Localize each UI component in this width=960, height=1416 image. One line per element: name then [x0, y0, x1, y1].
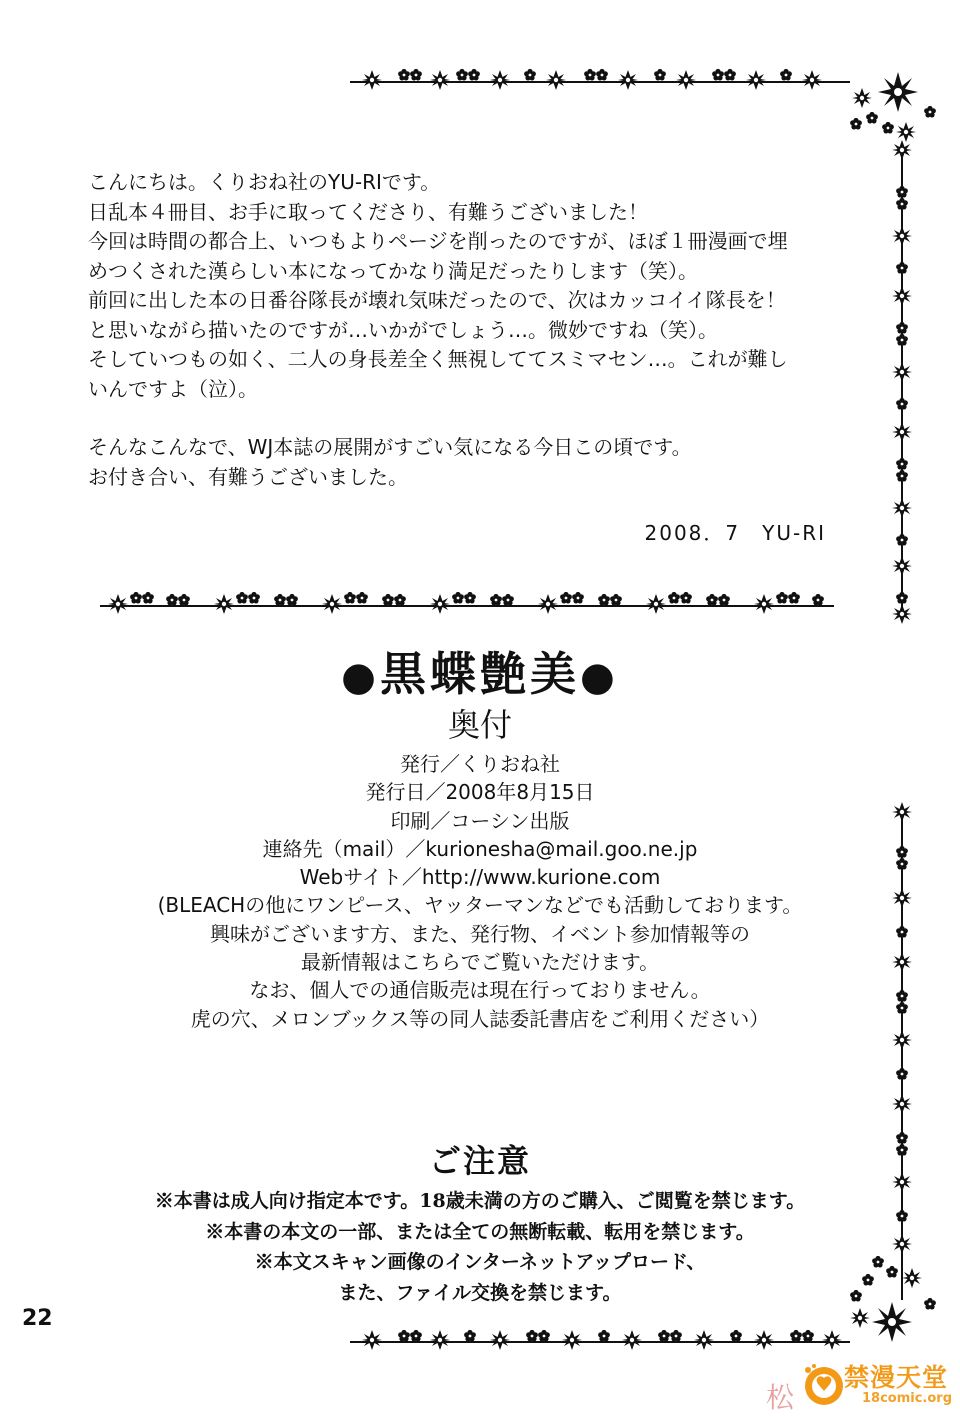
afterword-line: こんにちは。くりおね社のYU-RIです。: [88, 170, 441, 194]
colophon-heading: 奥付: [447, 706, 512, 744]
publisher-line: 発行／くりおね社: [400, 752, 560, 776]
afterword-line: 今回は時間の都合上、いつもよりページを削ったのですが、ほぼ１冊漫画で埋: [88, 229, 788, 253]
afterword-line: めつくされた漢らしい本になってかなり満足だったりします（笑）。: [88, 258, 698, 283]
afterword-closing-line: そんなこんなで、WJ本誌の展開がすごい気になる今日この頃です。: [88, 435, 692, 459]
afterword-line: と思いながら描いたのですが…いかがでしょう…。微妙ですね（笑）。: [88, 317, 718, 342]
colophon-details: [60, 750, 900, 1033]
afterword-line: 日乱本４冊目、お手に取ってくださり、有難うございました！: [88, 199, 648, 224]
notice-line: ※本書は成人向け指定本です。18歳未満の方のご購入、ご閲覧を禁じます。: [154, 1190, 806, 1212]
watermark-brand: 禁漫天堂: [844, 1363, 949, 1392]
site-watermark: [800, 1358, 955, 1410]
colophon-note-line: (BLEACHの他にワンピース、ヤッターマンなどでも活動しております。: [157, 893, 803, 918]
afterword-line: そしていつもの如く、二人の身長差全く無視しててスミマセン…。これが難し: [88, 347, 788, 371]
colophon-note-line: 虎の穴、メロンブックス等の同人誌委託書店をご利用ください）: [190, 1006, 770, 1031]
colophon-note-line: 興味がございます方、また、発行物、イベント参加情報等の: [210, 921, 750, 946]
book-title: [130, 638, 830, 704]
notice-heading: ご注意: [428, 1142, 531, 1180]
website-line: Webサイト／http://www.kurione.com: [299, 865, 661, 890]
colophon-note-line: なお、個人での通信販売は現在行っておりません。: [249, 978, 711, 1003]
page-number: 22: [22, 1306, 53, 1331]
title-bullet-right: ●: [580, 653, 619, 700]
title-bullet-left: ●: [341, 653, 380, 700]
afterword-closing-line: お付き合い、有難うございました。: [88, 464, 408, 489]
notice-line: ※本文スキャン画像のインターネットアップロード、: [254, 1251, 706, 1273]
notice-line: また、ファイル交換を禁じます。: [338, 1281, 622, 1304]
title-text: 黒蝶艶美: [380, 647, 580, 701]
stray-mark: 松: [766, 1381, 795, 1414]
colophon-note-line: 最新情報はこちらでご覧いただけます。: [300, 950, 660, 975]
mascot-logo-icon: [800, 1362, 846, 1408]
printer-line: 印刷／コーシン出版: [390, 808, 570, 833]
contact-line: 連絡先（mail）／kurionesha@mail.goo.ne.jp: [262, 836, 698, 861]
afterword-line: 前回に出した本の日番谷隊長が壊れ気味だったので、次はカッコイイ隊長を！: [88, 288, 786, 312]
date-signature: 2008．7 YU-RI: [644, 521, 826, 545]
watermark-site: 18comic.org: [862, 1391, 953, 1406]
notice-line: ※本書の本文の一部、または全ての無断転載、転用を禁じます。: [205, 1220, 755, 1243]
notice-text: [60, 1186, 900, 1308]
publish-date-line: 発行日／2008年8月15日: [365, 780, 595, 805]
afterword-line: いんですよ（泣）。: [88, 376, 258, 401]
afterword-text: [88, 168, 848, 492]
